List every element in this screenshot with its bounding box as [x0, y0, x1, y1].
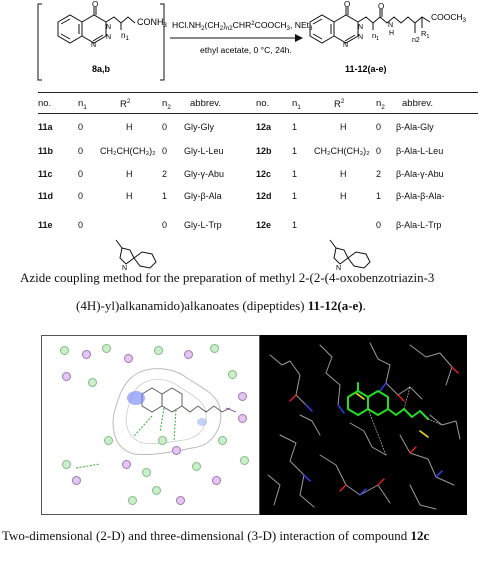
table-cell: β-Ala-β-Ala- — [396, 191, 445, 201]
svg-text:N: N — [336, 265, 342, 272]
table-cell: 12d — [256, 191, 272, 201]
substituent-table — [38, 92, 478, 270]
interaction-3d-render — [260, 335, 467, 515]
atom-nitrogen: N — [106, 24, 112, 31]
residue-circle — [240, 456, 249, 465]
table-cell: 11e — [38, 220, 53, 230]
table-cell: 1 — [292, 122, 298, 132]
residue-circle — [122, 460, 131, 469]
atom-nitrogen: N — [358, 24, 364, 31]
table-cell: H — [126, 169, 133, 179]
table-cell: β-Ala-L-Leu — [396, 146, 444, 156]
table-header-cell: abbrev. — [402, 98, 433, 109]
reaction-reagents: $HCl.NH_2(CH_2)_{n2}CHR^2COOCH_3$, NEt$_3$ — [172, 20, 313, 32]
table-cell: 11b — [38, 146, 54, 156]
table-cell: Gly-β-Ala — [184, 191, 222, 201]
table-cell: H — [126, 122, 133, 132]
table-cell: β-Ala-γ-Abu — [396, 169, 444, 179]
atom-nitrogen: N — [106, 34, 112, 41]
residue-circle — [228, 370, 237, 379]
table-cell: 0 — [376, 220, 382, 230]
table-top-rule — [38, 92, 478, 93]
table-cell: 0 — [78, 146, 84, 156]
atom-nitrogen: N — [358, 34, 364, 41]
table-header-cell: $n_1$ — [78, 98, 87, 111]
table-cell: 12c — [256, 169, 272, 179]
table-header-cell: $n_2$ — [162, 98, 171, 111]
table-cell: 0 — [162, 122, 168, 132]
svg-text:N: N — [122, 265, 128, 272]
table-cell: 11a — [38, 122, 53, 132]
ligand-2d-drawing — [42, 336, 260, 515]
residue-circle — [184, 350, 193, 359]
table-cell: 0 — [78, 122, 84, 132]
table-cell: 0 — [162, 146, 168, 156]
table-cell: 1 — [162, 191, 168, 201]
residue-circle — [62, 460, 71, 469]
table-header-cell: $n_1$ — [292, 98, 301, 111]
table-cell: Gly-L-Leu — [184, 146, 224, 156]
residue-circle — [88, 378, 97, 387]
interaction-2d-diagram — [41, 335, 260, 515]
table-header-rule — [38, 113, 478, 114]
table-cell: 0 — [78, 169, 84, 179]
table-cell: 12a — [256, 122, 272, 132]
table-cell: CH₂CH(CH₃)₂ — [100, 146, 156, 156]
table-cell: 0 — [78, 191, 84, 201]
indole-structure-right — [326, 238, 378, 272]
table-header-cell: $R^2$ — [120, 98, 131, 111]
table-cell: 0 — [376, 146, 382, 156]
reactant-n1-label: $n_1$ — [121, 31, 129, 42]
table-header-cell: no. — [256, 98, 270, 109]
atom-oxygen: O — [92, 0, 99, 9]
residue-circle — [192, 462, 201, 471]
residue-circle — [104, 436, 113, 445]
table-cell: H — [340, 122, 347, 132]
atom-nitrogen: N — [91, 42, 97, 49]
table-cell: 2 — [162, 169, 168, 179]
residue-circle — [124, 354, 133, 363]
residue-circle — [102, 344, 111, 353]
product-n2-label: n2 — [412, 37, 420, 44]
table-cell: Gly-L-Trp — [184, 220, 222, 230]
atom-oxygen: O — [344, 0, 351, 9]
figure-caption: Two-dimensional (2-D) and three-dimensional (3-D) interaction of compound 12c — [2, 528, 430, 543]
table-cell: 0 — [78, 220, 84, 230]
table-cell: 1 — [292, 146, 298, 156]
table-cell: 0 — [376, 122, 382, 132]
table-cell: 1 — [292, 220, 298, 230]
table-cell: 1 — [292, 191, 298, 201]
product-r-group: $R_1$ — [421, 29, 430, 40]
atom-oxygen: O — [378, 2, 385, 11]
residue-circle — [142, 468, 151, 477]
table-cell: 12b — [256, 146, 272, 156]
table-cell: H — [340, 169, 347, 179]
residue-circle — [62, 372, 71, 381]
table-header-cell: $R^2$ — [334, 98, 345, 111]
table-cell: H — [126, 191, 133, 201]
table-cell: Gly-Gly — [184, 122, 214, 132]
scheme-caption-line-1: Azide coupling method for the preparation of methyl 2-(2-(4-oxobenzotriazin-3 — [20, 270, 435, 285]
residue-circle — [158, 436, 167, 445]
amide-hydrogen: H — [389, 30, 395, 37]
table-header-cell: $n_2$ — [376, 98, 385, 111]
residue-circle — [152, 486, 161, 495]
residue-circle — [238, 392, 247, 401]
residue-circle — [210, 344, 219, 353]
amide-nitrogen: N — [388, 22, 394, 29]
table-header-cell: no. — [38, 98, 52, 109]
residue-circle — [172, 446, 181, 455]
table-cell: 11c — [38, 169, 53, 179]
residue-circle — [72, 476, 81, 485]
residue-circle — [82, 350, 91, 359]
table-header-cell: abbrev. — [190, 98, 221, 109]
residue-circle — [218, 436, 227, 445]
product-compound-label: 11-12(a-e) — [345, 64, 387, 74]
table-cell: 11d — [38, 191, 54, 201]
reaction-scheme — [0, 0, 497, 88]
table-cell: 12e — [256, 220, 272, 230]
table-cell: 1 — [376, 191, 382, 201]
table-cell: 1 — [292, 169, 298, 179]
residue-circle — [212, 476, 221, 485]
table-cell: β-Ala-Gly — [396, 122, 434, 132]
table-cell: CH₂CH(CH₃)₂ — [314, 146, 370, 156]
residue-circle — [238, 414, 247, 423]
scheme-caption-line-2: (4H)-yl)alkanamido)alkanoates (dipeptides) 11-12(a-e). — [76, 298, 366, 313]
residue-circle — [60, 346, 69, 355]
table-cell: 0 — [162, 220, 168, 230]
indole-structure-left — [112, 238, 164, 272]
table-cell: β-Ala-L-Trp — [396, 220, 442, 230]
reactant-compound-label: 8a,b — [92, 64, 111, 74]
atom-nitrogen: N — [343, 42, 349, 49]
residue-circle — [176, 496, 185, 505]
product-ester-group: $COOCH_3$ — [431, 12, 466, 24]
reactant-amide-group: $CONH_3$ — [137, 17, 167, 29]
residue-circle — [154, 346, 163, 355]
protein-ligand-3d-drawing — [260, 335, 467, 515]
residue-circle — [128, 496, 137, 505]
table-cell: H — [340, 191, 347, 201]
product-n1-label: $n_1$ — [372, 31, 380, 42]
table-cell: 2 — [376, 169, 382, 179]
reaction-conditions: ethyl acetate, 0 °C, 24h. — [200, 45, 292, 55]
reaction-scheme-drawing — [0, 0, 497, 88]
table-cell: Gly-γ-Abu — [184, 169, 225, 179]
